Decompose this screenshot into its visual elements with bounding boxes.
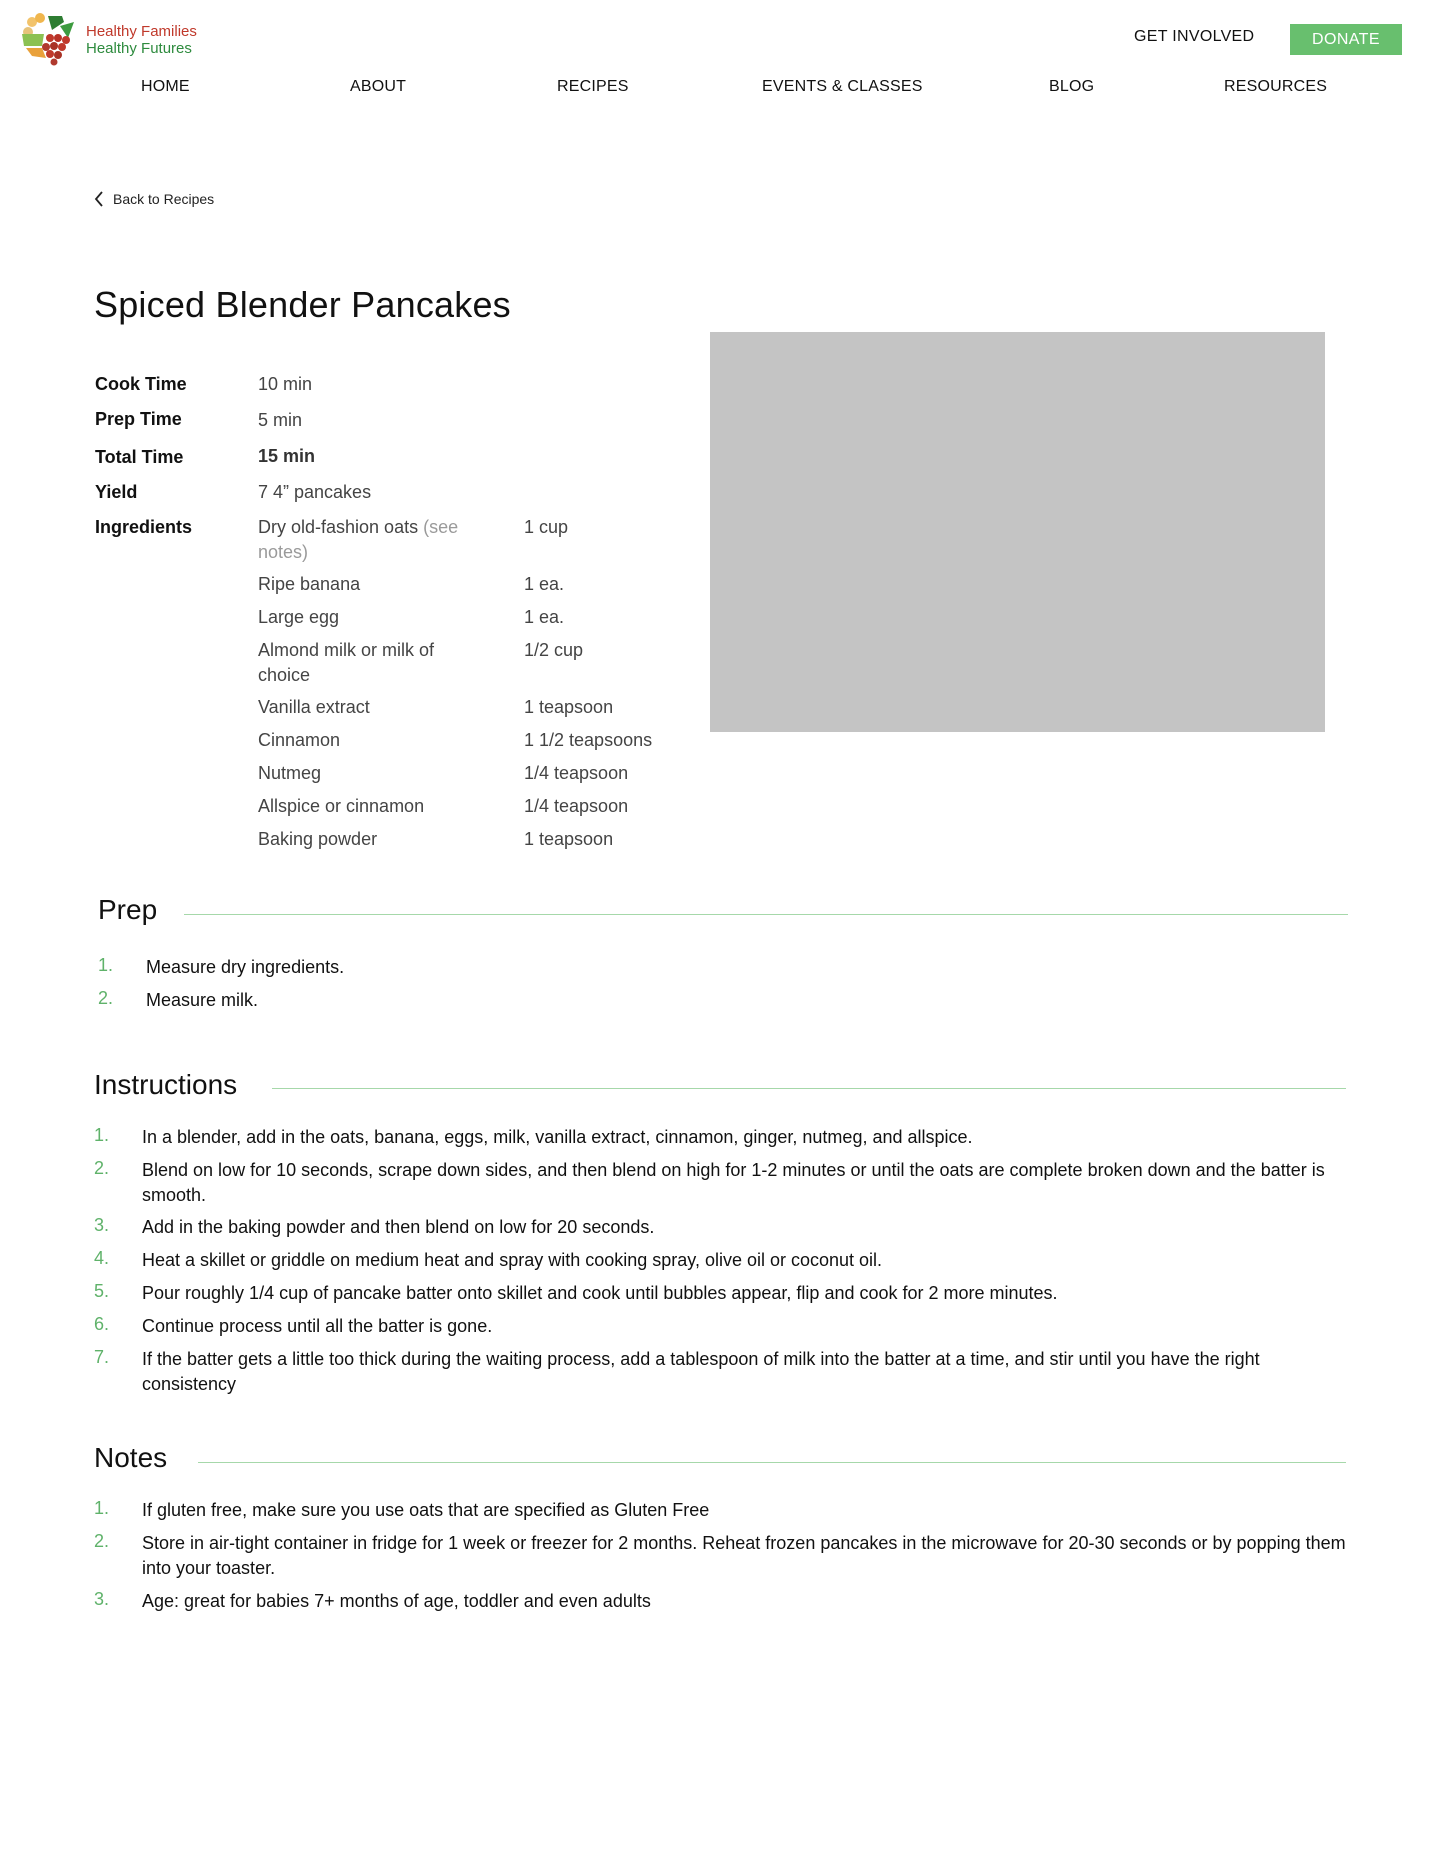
ingredient-note: (see notes) (258, 517, 459, 562)
ingredient-qty: 1/4 teapsoon (524, 763, 629, 783)
prep-time-label: Prep Time (95, 409, 182, 429)
instruction-step: Blend on low for 10 seconds, scrape down sides, and then blend on high for 1-2 minutes or until the oats are complete broken down and the batter is smooth. (142, 1160, 1325, 1205)
nav-item-home[interactable]: HOME (141, 78, 190, 95)
ingredient-name: Large egg (258, 607, 340, 627)
note-item: Store in air-tight container in fridge for 1 week or freezer for 2 months. Reheat frozen pancakes in the microwave for 20-30 seconds or by popping them into your toaster. (142, 1533, 1346, 1578)
instruction-step-number: 4. (94, 1248, 110, 1268)
instruction-step-number: 3. (94, 1215, 110, 1235)
prep-step: Measure milk. (146, 990, 259, 1010)
instruction-step-number: 7. (94, 1347, 110, 1367)
logo-line-1: Healthy Families (86, 23, 197, 40)
instructions-heading: Instructions (94, 1069, 238, 1100)
instructions-divider (272, 1088, 1346, 1089)
instruction-step: Pour roughly 1/4 cup of pancake batter onto skillet and cook until bubbles appear, flip and cook for 2 more minutes. (142, 1283, 1058, 1303)
instruction-step-number: 5. (94, 1281, 110, 1301)
yield-value: 7 4” pancakes (258, 482, 372, 502)
back-link-label: Back to Recipes (113, 191, 215, 207)
prep-step-number: 1. (98, 955, 114, 975)
prep-step-number: 2. (98, 988, 114, 1008)
prep-heading: Prep (98, 894, 158, 925)
note-item: If gluten free, make sure you use oats that are specified as Gluten Free (142, 1500, 710, 1520)
ingredient-name: Nutmeg (258, 763, 322, 783)
instruction-step: In a blender, add in the oats, banana, eggs, milk, vanilla extract, cinnamon, ginger, nutmeg, and allspice. (142, 1127, 973, 1147)
site-logo[interactable] (18, 12, 197, 68)
note-number: 3. (94, 1589, 110, 1609)
note-item: Age: great for babies 7+ months of age, toddler and even adults (142, 1591, 651, 1611)
ingredient-name: Vanilla extract (258, 697, 370, 717)
back-to-recipes-link[interactable] (94, 191, 214, 207)
total-time-label: Total Time (95, 447, 184, 467)
ingredient-qty: 1 cup (524, 517, 569, 537)
nav-item-resources[interactable]: RESOURCES (1224, 78, 1328, 95)
page-title: Spiced Blender Pancakes (94, 284, 511, 325)
ingredient-qty: 1 ea. (524, 574, 565, 594)
ingredient-qty: 1 teapsoon (524, 829, 614, 849)
ingredient-name: Cinnamon (258, 730, 341, 750)
ingredient-name: Allspice or cinnamon (258, 796, 425, 816)
produce-heart-logo-icon (18, 12, 84, 68)
nav-item-events-classes[interactable]: EVENTS & CLASSES (762, 78, 923, 95)
ingredient-name: Baking powder (258, 829, 378, 849)
ingredients-label: Ingredients (95, 517, 193, 537)
prep-step: Measure dry ingredients. (146, 957, 345, 977)
ingredient-name: Ripe banana (258, 574, 361, 594)
ingredient-qty: 1/4 teapsoon (524, 796, 629, 816)
donate-button[interactable]: DONATE (1290, 24, 1402, 55)
ingredient-name: Almond milk or milk of choice (258, 640, 435, 685)
instruction-step-number: 6. (94, 1314, 110, 1334)
get-involved-link[interactable]: GET INVOLVED (1134, 28, 1255, 45)
instruction-step: Add in the baking powder and then blend on low for 20 seconds. (142, 1217, 655, 1237)
cook-time-label: Cook Time (95, 374, 187, 394)
instruction-step: Continue process until all the batter is gone. (142, 1316, 493, 1336)
total-time-value: 15 min (258, 446, 316, 466)
instruction-step: If the batter gets a little too thick during the waiting process, add a tablespoon of milk into the batter at a time, and stir until you have the right consistency (142, 1349, 1260, 1394)
ingredient-qty: 1 1/2 teapsoons (524, 730, 653, 750)
note-number: 1. (94, 1498, 110, 1518)
yield-label: Yield (95, 482, 138, 502)
ingredient-qty: 1 teapsoon (524, 697, 614, 717)
nav-item-about[interactable]: ABOUT (350, 78, 407, 95)
prep-divider (184, 914, 1348, 915)
main-nav (0, 78, 1440, 100)
instruction-step: Heat a skillet or griddle on medium heat and spray with cooking spray, olive oil or coconut oil. (142, 1250, 883, 1270)
chevron-left-icon (94, 191, 104, 207)
notes-heading: Notes (94, 1442, 168, 1473)
nav-item-recipes[interactable]: RECIPES (557, 78, 629, 95)
logo-line-2: Healthy Futures (86, 40, 192, 57)
instruction-step-number: 2. (94, 1158, 110, 1178)
instruction-step-number: 1. (94, 1125, 110, 1145)
recipe-photo (710, 332, 1325, 732)
ingredient-name: Dry old-fashion oats (see notes) (258, 517, 459, 562)
notes-divider (198, 1462, 1346, 1463)
ingredient-qty: 1/2 cup (524, 640, 584, 660)
ingredient-qty: 1 ea. (524, 607, 565, 627)
nav-item-blog[interactable]: BLOG (1049, 78, 1095, 95)
note-number: 2. (94, 1531, 110, 1551)
prep-time-value: 5 min (258, 410, 303, 430)
cook-time-value: 10 min (258, 374, 313, 394)
